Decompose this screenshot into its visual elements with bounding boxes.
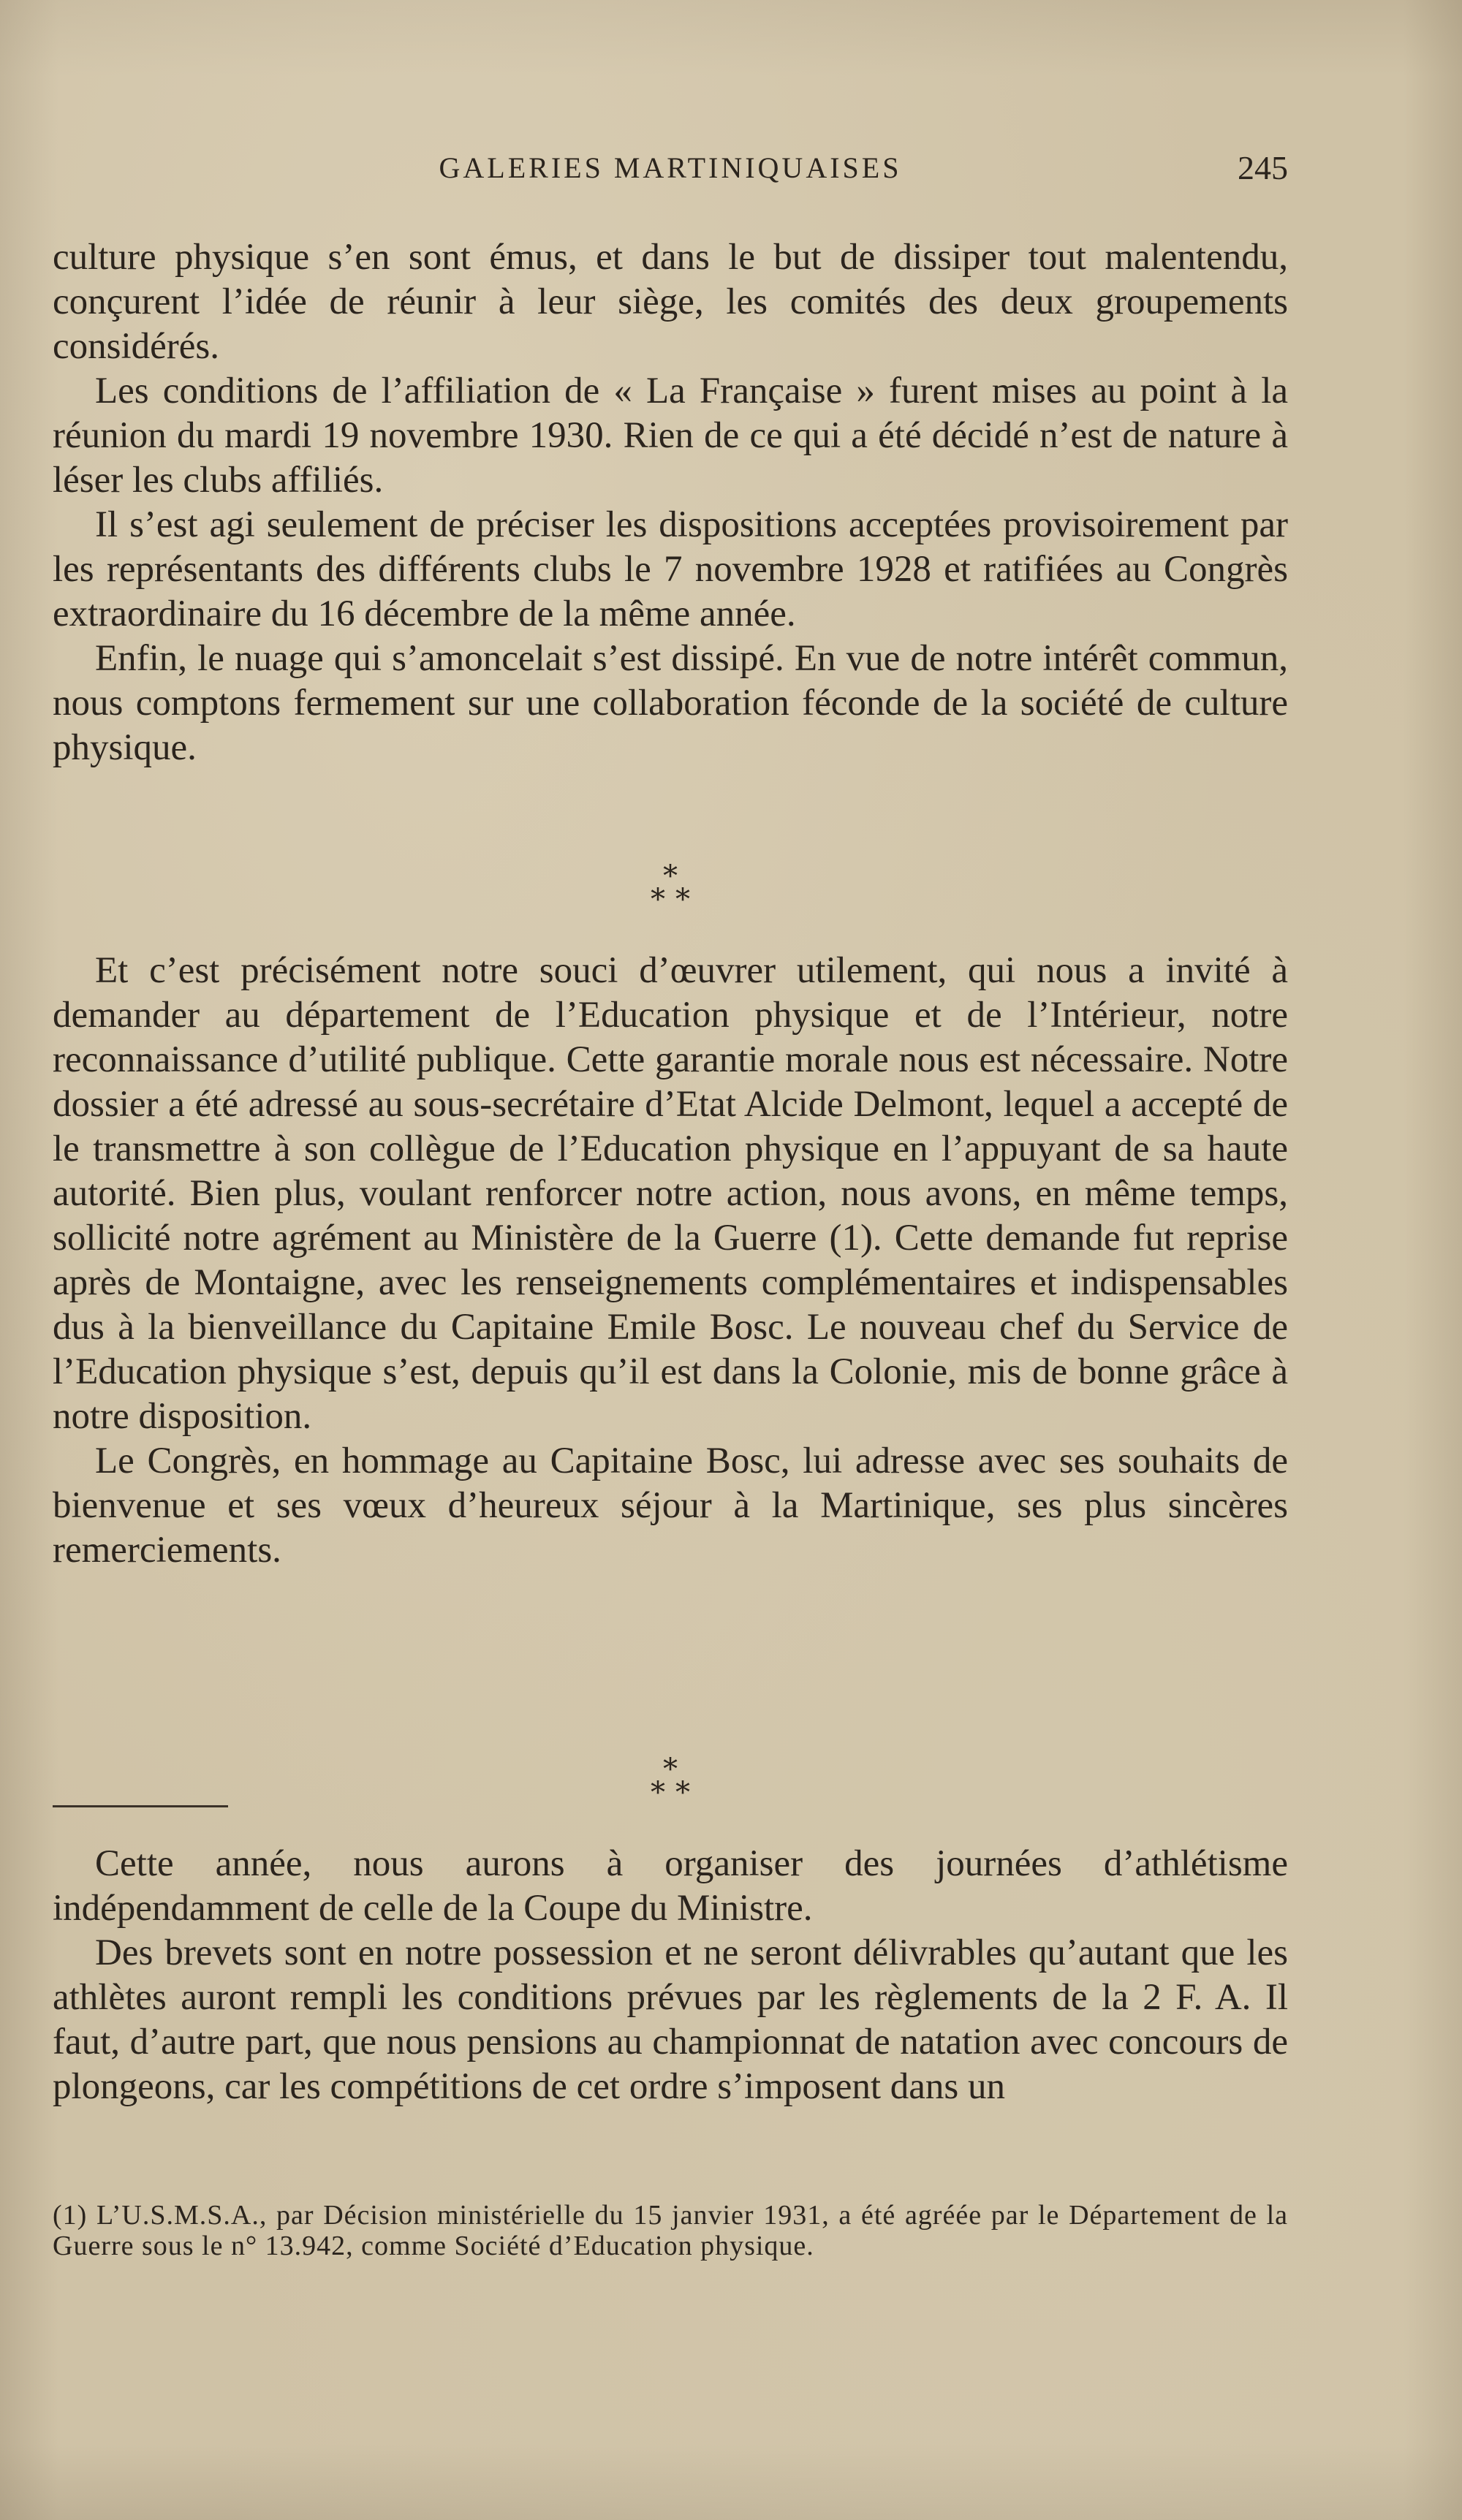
section-3: [53, 1842, 1288, 2109]
paragraph: Des brevets sont en notre possession et ne seront délivrables qu’autant que les athlètes auront rempli les conditions prévues par les règlements de la 2 F. A. Il faut, d’autre part, que nous pensions au championnat de natation avec concours de plongeons, car les compétitions de cet ordre s’imposent dans un: [53, 1932, 1288, 2107]
page-number: 245: [1238, 149, 1288, 186]
section-divider-asterism: [53, 861, 1288, 919]
svg-text:*: *: [675, 883, 690, 916]
svg-text:*: *: [663, 861, 678, 893]
paragraph: Et c’est précisément notre souci d’œuvrer utilement, qui nous a invité à demander au département de l’Education physique et de l’Intérieur, notre reconnaissance d’utilité publique. Cette garantie morale nous est nécessaire. Notre dossier a été adressé au sous-secrétaire d’Etat Alcide Delmont, lequel a accepté de le transmettre à son collègue de l’Education physique en l’appuyant de sa haute autorité. Bien plus, voulant renforcer notre action, nous avons, en même temps, sollicité notre agrément au Ministère de la Guerre (1). Cette demande fut reprise après de Montaigne, avec les renseignements complémentaires et indispensables dus à la bienveillance du Capitaine Emile Bosc. Le nouveau chef du Service de l’Education physique s’est, depuis qu’il est dans la Colonie, mis de bonne grâce à notre disposition.: [53, 950, 1288, 1437]
paragraph: Il s’est agi seulement de préciser les dispositions acceptées provisoirement par les représentants des différents clubs le 7 novembre 1928 et ratifiées au Congrès extraordinaire du 16 décembre de la même année.: [53, 504, 1288, 634]
paragraph: Enfin, le nuage qui s’amoncelait s’est dissipé. En vue de notre intérêt commun, nous comptons fermement sur une collaboration féconde de la société de culture physique.: [53, 638, 1288, 768]
asterism-icon: [645, 1754, 696, 1813]
asterism-icon: [645, 861, 696, 919]
section-2: [53, 949, 1288, 1573]
section-divider-asterism: [53, 1754, 1288, 1813]
paragraph: Le Congrès, en hommage au Capitaine Bosc, lui adresse avec ses souhaits de bienvenue et ses vœux d’heureux séjour à la Martinique, ses plus sincères remerciements.: [53, 1441, 1288, 1571]
footnote: (1) L’U.S.M.S.A., par Décision ministérielle du 15 janvier 1931, a été agréée par le Département de la Guerre sous le n° 13.942, comme Société d’Education physique.: [53, 2200, 1288, 2261]
paragraph: Les conditions de l’affiliation de « La Française » furent mises au point à la réunion du mardi 19 novembre 1930. Rien de ce qui a été décidé n’est de nature à léser les clubs affiliés.: [53, 371, 1288, 501]
svg-text:*: *: [651, 883, 665, 916]
footnote-rule: [53, 1805, 228, 1807]
svg-text:*: *: [675, 1776, 690, 1810]
paragraph: Cette année, nous aurons à organiser des journées d’athlétisme indépendamment de celle de la Coupe du Ministre.: [53, 1843, 1288, 1929]
paragraph: culture physique s’en sont émus, et dans le but de dissiper tout malentendu, conçurent l’idée de réunir à leur siège, les comités des deux groupements considérés.: [53, 237, 1288, 367]
section-1: [53, 235, 1288, 770]
svg-text:*: *: [663, 1754, 678, 1786]
running-head: [53, 146, 1288, 190]
running-title: GALERIES MARTINIQUAISES: [439, 151, 902, 184]
svg-text:*: *: [651, 1776, 665, 1810]
